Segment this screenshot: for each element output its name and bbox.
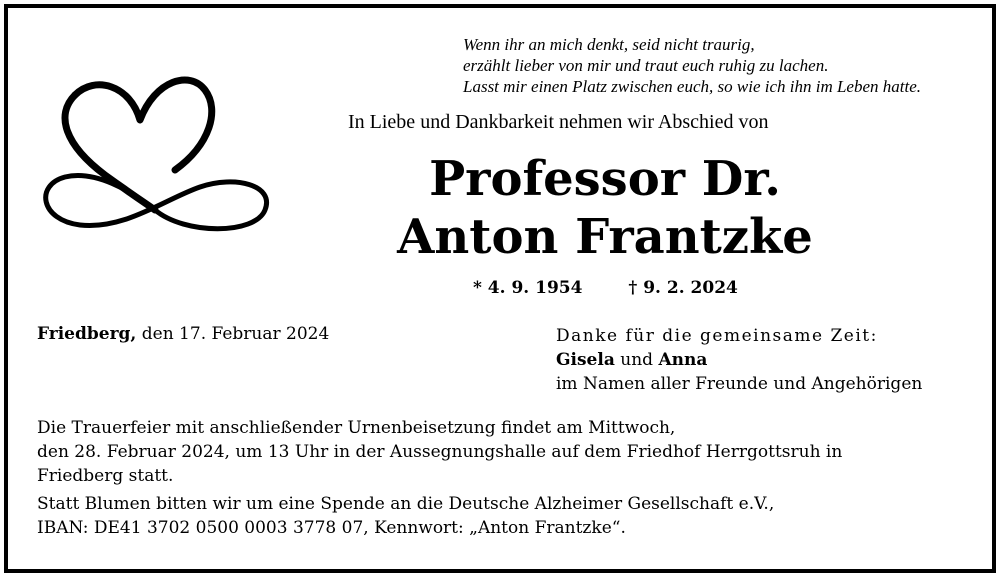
- funeral-line: den 28. Februar 2024, um 13 Uhr in der Aussegnungshalle auf dem Friedhof Herrgottsruh in: [37, 442, 843, 462]
- intro-text: In Liebe und Dankbarkeit nehmen wir Abschied von: [348, 111, 769, 133]
- heart-infinity-icon: [35, 75, 275, 245]
- funeral-info: [37, 416, 842, 488]
- name-line-2: Anton Frantzke: [397, 209, 813, 265]
- funeral-line: Friedberg statt.: [37, 466, 174, 486]
- poem: [463, 34, 921, 97]
- mourners-line: [556, 348, 922, 372]
- donation-line: IBAN: DE41 3702 0500 0003 3778 07, Kennwort: „Anton Frantzke“.: [37, 518, 626, 538]
- funeral-line: Die Trauerfeier mit anschließender Urnenbeisetzung findet am Mittwoch,: [37, 418, 676, 438]
- life-dates: [473, 278, 738, 298]
- conjunction: und: [614, 350, 659, 370]
- date: den 17. Februar 2024: [136, 324, 330, 344]
- name-line-1: Professor Dr.: [429, 151, 781, 207]
- donation-info: [37, 492, 842, 540]
- birth-date: * 4. 9. 1954: [473, 278, 583, 298]
- donation-line: Statt Blumen bitten wir um eine Spende an die Deutsche Alzheimer Gesellschaft e.V.,: [37, 494, 775, 514]
- thanks-line: Danke für die gemeinsame Zeit:: [556, 326, 878, 346]
- poem-line: Wenn ihr an mich denkt, seid nicht traurig,: [463, 35, 755, 54]
- poem-line: erzählt lieber von mir und traut euch ruhig zu lachen.: [463, 56, 829, 75]
- mourner-name: Gisela: [556, 350, 615, 370]
- details-text: [37, 416, 842, 540]
- death-date: † 9. 2. 2024: [628, 278, 738, 298]
- thanks-block: [556, 324, 922, 396]
- place-and-date: [37, 324, 329, 344]
- relatives-line: im Namen aller Freunde und Angehörigen: [556, 374, 923, 394]
- mourner-name: Anna: [658, 350, 708, 370]
- deceased-name: [395, 150, 815, 266]
- poem-line: Lasst mir einen Platz zwischen euch, so wie ich ihn im Leben hatte.: [463, 77, 922, 96]
- place: Friedberg,: [37, 324, 137, 344]
